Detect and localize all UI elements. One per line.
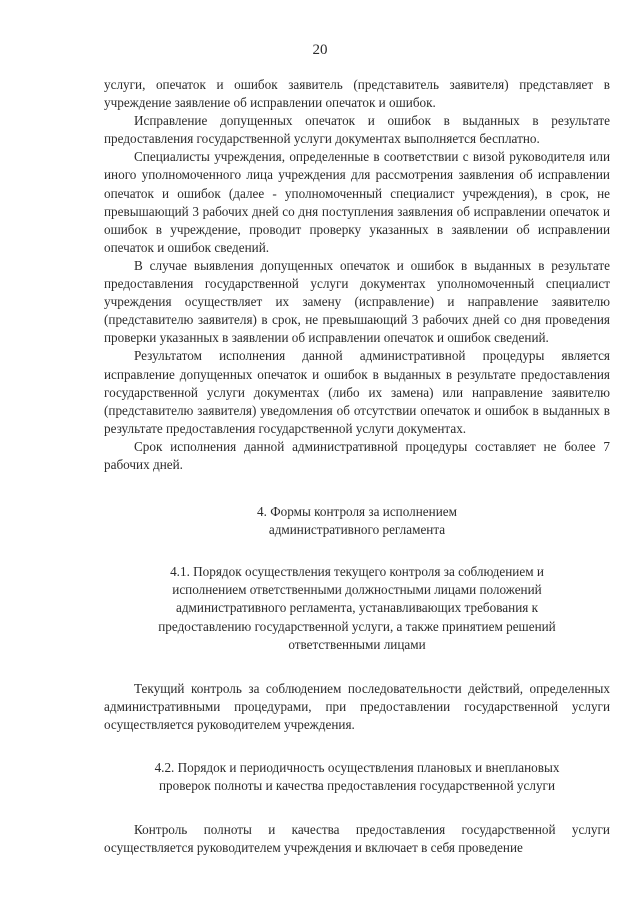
paragraph-current-control: Текущий контроль за соблюдением последовательности действий, определенных административными процедурами, при предоставлении государственной услуги осуществляется руководителем учреждения. <box>104 680 610 732</box>
subsection-4-2-title-line-2: проверок полноты и качества предоставления государственной услуги <box>158 778 556 794</box>
paragraph-continuation: услуги, опечаток и ошибок заявитель (представитель заявителя) представляет в учреждение заявление об исправлении опечаток и ошибок. <box>104 77 610 111</box>
document-body <box>104 76 610 857</box>
subsection-4-1-title-line-1: 4.1. Порядок осуществления текущего контроля за соблюдением и <box>170 564 544 580</box>
subsection-4-1-title-line-5: ответственными лицами <box>288 636 426 652</box>
paragraph-procedure-result: Результатом исполнения данной административной процедуры является исправление допущенных опечаток и ошибок в выданных в результате предоставления государственной услуги документах (либо их замена) или направление заявителю (представителю заявителя) уведомления об отсутствии опечаток и ошибок в выданных в результате предоставления государственной услуги документах. <box>104 348 610 436</box>
subsection-4-1-title-line-3: административного регламента, устанавливающих требования к <box>175 600 539 616</box>
paragraph-errors-found: В случае выявления допущенных опечаток и ошибок в выданных в результате предоставления государственной услуги документах уполномоченный специалист учреждения осуществляет их замену (исправление) и направление заявителю (представителю заявителя) в срок, не превышающий 3 рабочих дней со дня проведения проверки указанных в заявлении об исправлении опечаток и ошибок сведений. <box>104 257 610 346</box>
subsection-4-1-title-line-4: предоставлению государственной услуги, а также принятием решений <box>158 618 556 634</box>
section-4-title-line-1: 4. Формы контроля за исполнением <box>257 504 457 520</box>
paragraph-quality-control: Контроль полноты и качества предоставления государственной услуги осуществляется руководителем учреждения и включает в себя проведение <box>104 822 610 856</box>
paragraph-specialists-check: Специалисты учреждения, определенные в соответствии с визой руководителя или иного уполномоченного лица учреждения для рассмотрения заявления об исправлении опечаток и ошибок (далее - уполномоченный специалист учреждения), в срок, не превышающий 3 рабочих дней со дня поступления заявления об исправлении опечаток и ошибок в учреждение, проводит проверку указанных в заявлении об исправлении опечаток и ошибок сведений. <box>104 149 610 255</box>
page-number: 20 <box>312 42 328 58</box>
section-4-title-line-2: административного регламента <box>268 522 446 538</box>
subsection-4-1-title-line-2: исполнением ответственными должностными лицами положений <box>172 582 542 598</box>
subsection-4-2-title-line-1: 4.2. Порядок и периодичность осуществления плановых и внеплановых <box>154 760 560 775</box>
paragraph-free-correction: Исправление допущенных опечаток и ошибок в выданных в результате предоставления государственной услуги документах выполняется бесплатно. <box>104 113 610 147</box>
paragraph-procedure-term: Срок исполнения данной административной процедуры составляет не более 7 рабочих дней. <box>104 438 610 472</box>
